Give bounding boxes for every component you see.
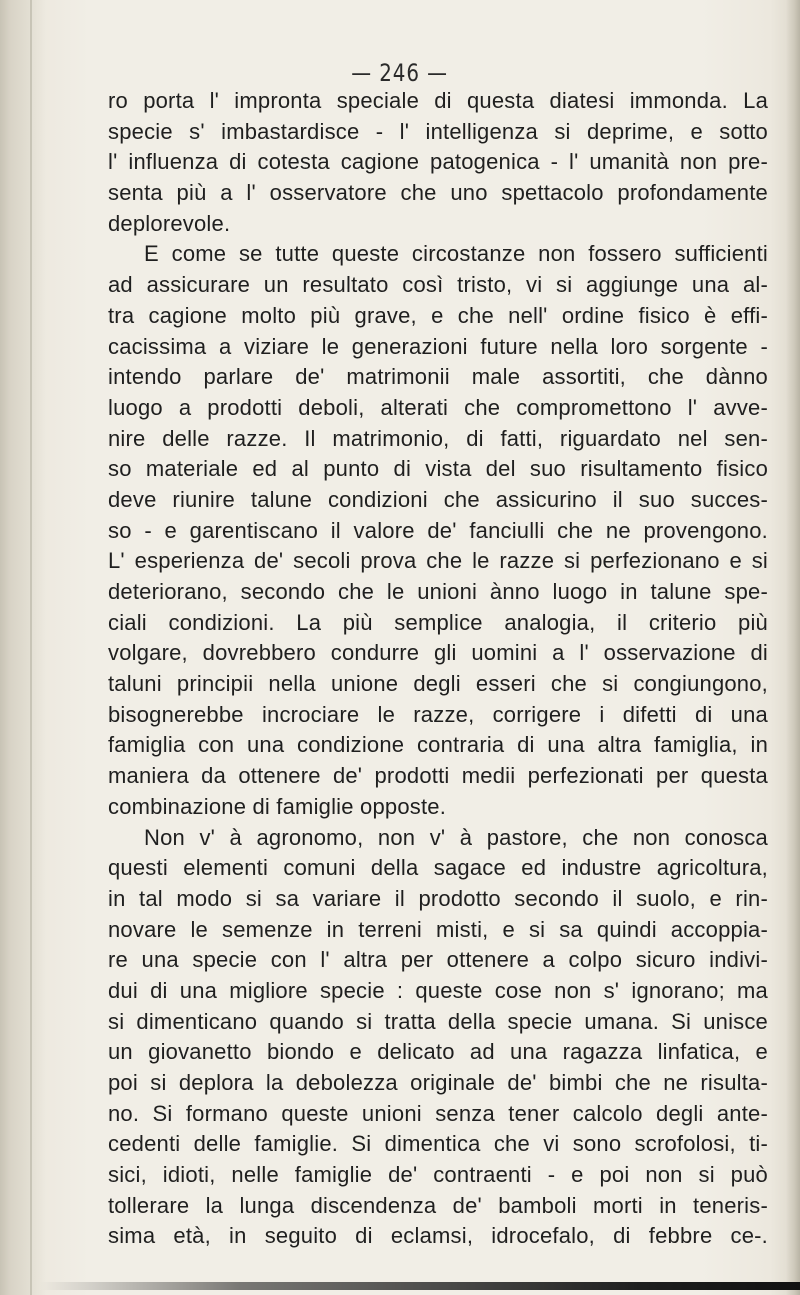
text-line: ciali condizioni. La più semplice analogia, il criterio più <box>108 609 768 635</box>
text-line: sici, idioti, nelle famiglie de' contraenti - e poi non si può <box>108 1162 768 1188</box>
page-body-text <box>108 86 768 1252</box>
text-line: ad assicurare un resultato così tristo, vi si aggiunge una al- <box>108 272 768 298</box>
text-line: combinazione di famiglie opposte. <box>108 793 447 819</box>
text-line: poi si deplora la debolezza originale de' bimbi che ne risulta- <box>108 1070 768 1095</box>
text-line: taluni principii nella unione degli esseri che si congiungono, <box>108 671 768 697</box>
text-line: nire delle razze. Il matrimonio, di fatti, riguardato nel sen- <box>108 425 768 451</box>
text-line: si dimenticano quando si tratta della specie umana. Si unisce <box>108 1008 768 1034</box>
page-number <box>0 58 800 88</box>
text-line: ro porta l' impronta speciale di questa diatesi immonda. La <box>108 88 768 113</box>
text-line: cedenti delle famiglie. Si dimentica che vi sono scrofolosi, ti- <box>108 1131 768 1157</box>
text-line: re una specie con l' altra per ottenere a colpo sicuro indivi- <box>108 947 768 973</box>
text-line: Non v' à agronomo, non v' à pastore, che non conosca <box>144 824 768 850</box>
text-line: bisognerebbe incrociare le razze, corrigere i difetti di una <box>108 701 768 727</box>
text-line: deve riunire talune condizioni che assicurino il suo succes- <box>108 486 768 512</box>
text-line: deplorevole. <box>108 210 231 236</box>
page-spine-edge <box>30 0 32 1295</box>
text-line: tollerare la lunga discendenza de' bamboli morti in teneris- <box>108 1192 768 1218</box>
text-line: dui di una migliore specie : queste cose non s' ignorano; ma <box>108 977 768 1003</box>
page-spine-shadow <box>0 0 46 1295</box>
text-line: famiglia con una condizione contraria di una altra famiglia, in <box>108 732 768 758</box>
text-line: maniera da ottenere de' prodotti medii perfezionati per questa <box>108 763 768 789</box>
text-line: volgare, dovrebbero condurre gli uomini a l' osservazione di <box>108 640 768 666</box>
page-number-text: — 246 — <box>351 59 449 87</box>
text-line: cacissima a viziare le generazioni future nella loro sorgente - <box>108 333 768 359</box>
page-right-edge <box>786 0 800 1295</box>
text-line: novare le semenze in terreni misti, e si sa quindi accoppia- <box>108 916 768 942</box>
text-line: luogo a prodotti deboli, alterati che compromettono l' avve- <box>108 394 768 420</box>
text-line: l' influenza di cotesta cagione patogenica - l' umanità non pre- <box>108 149 768 175</box>
text-line: so materiale ed al punto di vista del suo risultamento fisico <box>108 456 768 482</box>
text-line: specie s' imbastardisce - l' intelligenza si deprime, e sotto <box>108 118 768 144</box>
text-line: deteriorano, secondo che le unioni ànno luogo in talune spe- <box>108 579 768 604</box>
text-line: intendo parlare de' matrimonii male assortiti, che dànno <box>108 364 768 390</box>
page-bottom-shadow <box>40 1282 800 1290</box>
text-line: tra cagione molto più grave, e che nell' ordine fisico è effi- <box>108 302 768 328</box>
text-line: so - e garentiscano il valore de' fanciulli che ne provengono. <box>108 517 768 543</box>
text-line: sima età, in seguito di eclamsi, idrocefalo, di febbre ce-. <box>108 1223 768 1249</box>
text-line: L' esperienza de' secoli prova che le razze si perfezionano e si <box>108 548 768 574</box>
text-line: in tal modo si sa variare il prodotto secondo il suolo, e rin- <box>108 885 768 911</box>
text-line: no. Si formano queste unioni senza tener calcolo degli ante- <box>108 1100 768 1126</box>
text-line: questi elementi comuni della sagace ed industre agricoltura, <box>108 855 768 881</box>
text-line: un giovanetto biondo e delicato ad una ragazza linfatica, e <box>108 1039 768 1065</box>
text-line: senta più a l' osservatore che uno spettacolo profondamente <box>108 180 768 206</box>
text-line: E come se tutte queste circostanze non fossero sufficienti <box>144 241 768 267</box>
